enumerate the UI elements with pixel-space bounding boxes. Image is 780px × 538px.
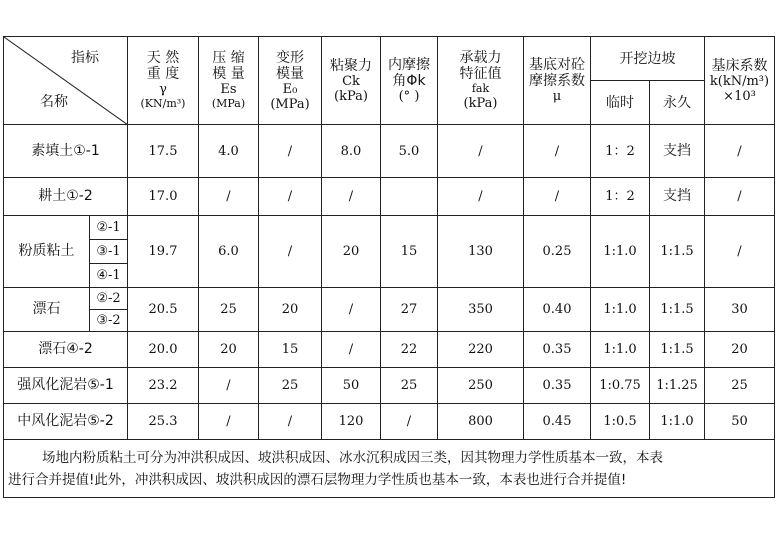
cell-value: 20: [705, 332, 775, 368]
cell-value: 25.3: [128, 404, 199, 440]
header-name-label: 名称: [40, 94, 68, 110]
row-sub-label: ④-1: [90, 264, 128, 288]
row-name: 强风化泥岩⑤-1: [4, 368, 128, 404]
header-unit-weight: 天 然 重 度 γ (KN/m³): [128, 37, 199, 125]
header-indicator-label: 指标: [71, 50, 99, 66]
header-cohesion: 粘聚力 Ck (kPa): [322, 37, 381, 125]
note-line-1: 场地内粉质粘土可分为冲洪积成因、坡洪积成因、冰水沉积成因三类，因其物理力学性质基本一致，本表: [42, 449, 663, 466]
header-diagonal-cell: [4, 37, 128, 125]
cell-value: /: [199, 178, 259, 216]
row-name: 漂石④-2: [4, 332, 128, 368]
cell-value: 1:0.75: [591, 368, 650, 404]
cell-value: 支挡: [650, 125, 705, 178]
cell-value: 15: [259, 332, 322, 368]
cell-value: 1:1.0: [591, 332, 650, 368]
header-deformation-modulus: 变形 模量 E₀ (MPa): [259, 37, 322, 125]
header-subgrade-coefficient: 基床系数 k(kN/m³) ×10³: [705, 37, 775, 125]
cell-value: 20: [259, 288, 322, 332]
cell-value: 220: [438, 332, 524, 368]
header-friction-angle: 内摩擦 角Φk (° ): [381, 37, 438, 125]
cell-value: /: [524, 125, 591, 178]
cell-value: /: [199, 368, 259, 404]
cell-value: 1:1.0: [591, 288, 650, 332]
cell-value: 19.7: [128, 216, 199, 288]
cell-value: 1:1.5: [650, 216, 705, 288]
cell-value: 5.0: [381, 125, 438, 178]
header-slope-temporary: 临时: [591, 81, 650, 125]
cell-value: 23.2: [128, 368, 199, 404]
cell-value: 4.0: [199, 125, 259, 178]
cell-value: 支挡: [650, 178, 705, 216]
cell-value: 25: [705, 368, 775, 404]
row-sub-label: ②-2: [90, 288, 128, 310]
row-name: 漂石: [4, 288, 90, 332]
cell-value: /: [705, 125, 775, 178]
cell-value: 50: [705, 404, 775, 440]
note-line-2: 进行合并提值!此外，冲洪积成因、坡洪积成因的漂石层物理力学性质也基本一致，本表也进行合并提值!: [8, 471, 627, 488]
header-compression-modulus: 压 缩 模 量 Es (MPa): [199, 37, 259, 125]
cell-value: 27: [381, 288, 438, 332]
table-row: [4, 332, 775, 368]
cell-value: /: [438, 178, 524, 216]
row-sub-label: ③-2: [90, 310, 128, 332]
cell-value: 0.25: [524, 216, 591, 288]
cell-value: 30: [705, 288, 775, 332]
table-row: [4, 178, 775, 216]
cell-value: /: [259, 178, 322, 216]
header-excavation-slope: 开挖边坡: [591, 37, 705, 81]
cell-value: 0.45: [524, 404, 591, 440]
cell-value: 800: [438, 404, 524, 440]
table-row: [4, 125, 775, 178]
cell-value: 120: [322, 404, 381, 440]
note-row: [4, 440, 775, 498]
cell-value: 20: [322, 216, 381, 288]
row-sub-label: ②-1: [90, 216, 128, 240]
cell-value: /: [199, 404, 259, 440]
cell-value: 1:1.0: [591, 216, 650, 288]
cell-value: /: [259, 125, 322, 178]
header-friction-coefficient: 基底对砼 摩擦系数 μ: [524, 37, 591, 125]
cell-value: 250: [438, 368, 524, 404]
cell-value: 6.0: [199, 216, 259, 288]
row-name: 粉质粘土: [4, 216, 90, 288]
cell-value: 1:1.0: [650, 404, 705, 440]
cell-value: 1:1.5: [650, 332, 705, 368]
cell-value: 1:1.25: [650, 368, 705, 404]
cell-value: 0.40: [524, 288, 591, 332]
cell-value: 25: [199, 288, 259, 332]
soil-parameter-table-wrapper: [3, 36, 775, 498]
table-row: [4, 216, 775, 240]
diagonal-line: [4, 37, 128, 125]
header-bearing-capacity: 承载力 特征值 fak (kPa): [438, 37, 524, 125]
cell-value: 1:0.5: [591, 404, 650, 440]
table-row: [4, 404, 775, 440]
cell-value: 17.0: [128, 178, 199, 216]
cell-value: /: [322, 288, 381, 332]
cell-value: /: [381, 404, 438, 440]
cell-value: /: [705, 178, 775, 216]
row-sub-label: ③-1: [90, 240, 128, 264]
cell-value: [381, 178, 438, 216]
cell-value: 1：2: [591, 125, 650, 178]
cell-value: 17.5: [128, 125, 199, 178]
cell-value: 20.0: [128, 332, 199, 368]
cell-value: 0.35: [524, 368, 591, 404]
cell-value: 350: [438, 288, 524, 332]
header-slope-permanent: 永久: [650, 81, 705, 125]
cell-value: /: [322, 178, 381, 216]
soil-parameter-table: [3, 36, 775, 498]
cell-value: /: [322, 332, 381, 368]
row-name: 素填土①-1: [4, 125, 128, 178]
cell-value: /: [524, 178, 591, 216]
cell-value: /: [259, 216, 322, 288]
table-row: [4, 288, 775, 310]
cell-value: 50: [322, 368, 381, 404]
header-row-top: [4, 37, 775, 81]
cell-value: 130: [438, 216, 524, 288]
table-note: [4, 440, 775, 498]
cell-value: 20: [199, 332, 259, 368]
row-name: 耕土①-2: [4, 178, 128, 216]
row-name: 中风化泥岩⑤-2: [4, 404, 128, 440]
cell-value: 1：2: [591, 178, 650, 216]
cell-value: /: [259, 404, 322, 440]
cell-value: 22: [381, 332, 438, 368]
cell-value: 15: [381, 216, 438, 288]
cell-value: 25: [259, 368, 322, 404]
cell-value: 25: [381, 368, 438, 404]
cell-value: 20.5: [128, 288, 199, 332]
cell-value: 1:1.5: [650, 288, 705, 332]
cell-value: 8.0: [322, 125, 381, 178]
cell-value: /: [438, 125, 524, 178]
table-row: [4, 368, 775, 404]
cell-value: /: [705, 216, 775, 288]
cell-value: 0.35: [524, 332, 591, 368]
